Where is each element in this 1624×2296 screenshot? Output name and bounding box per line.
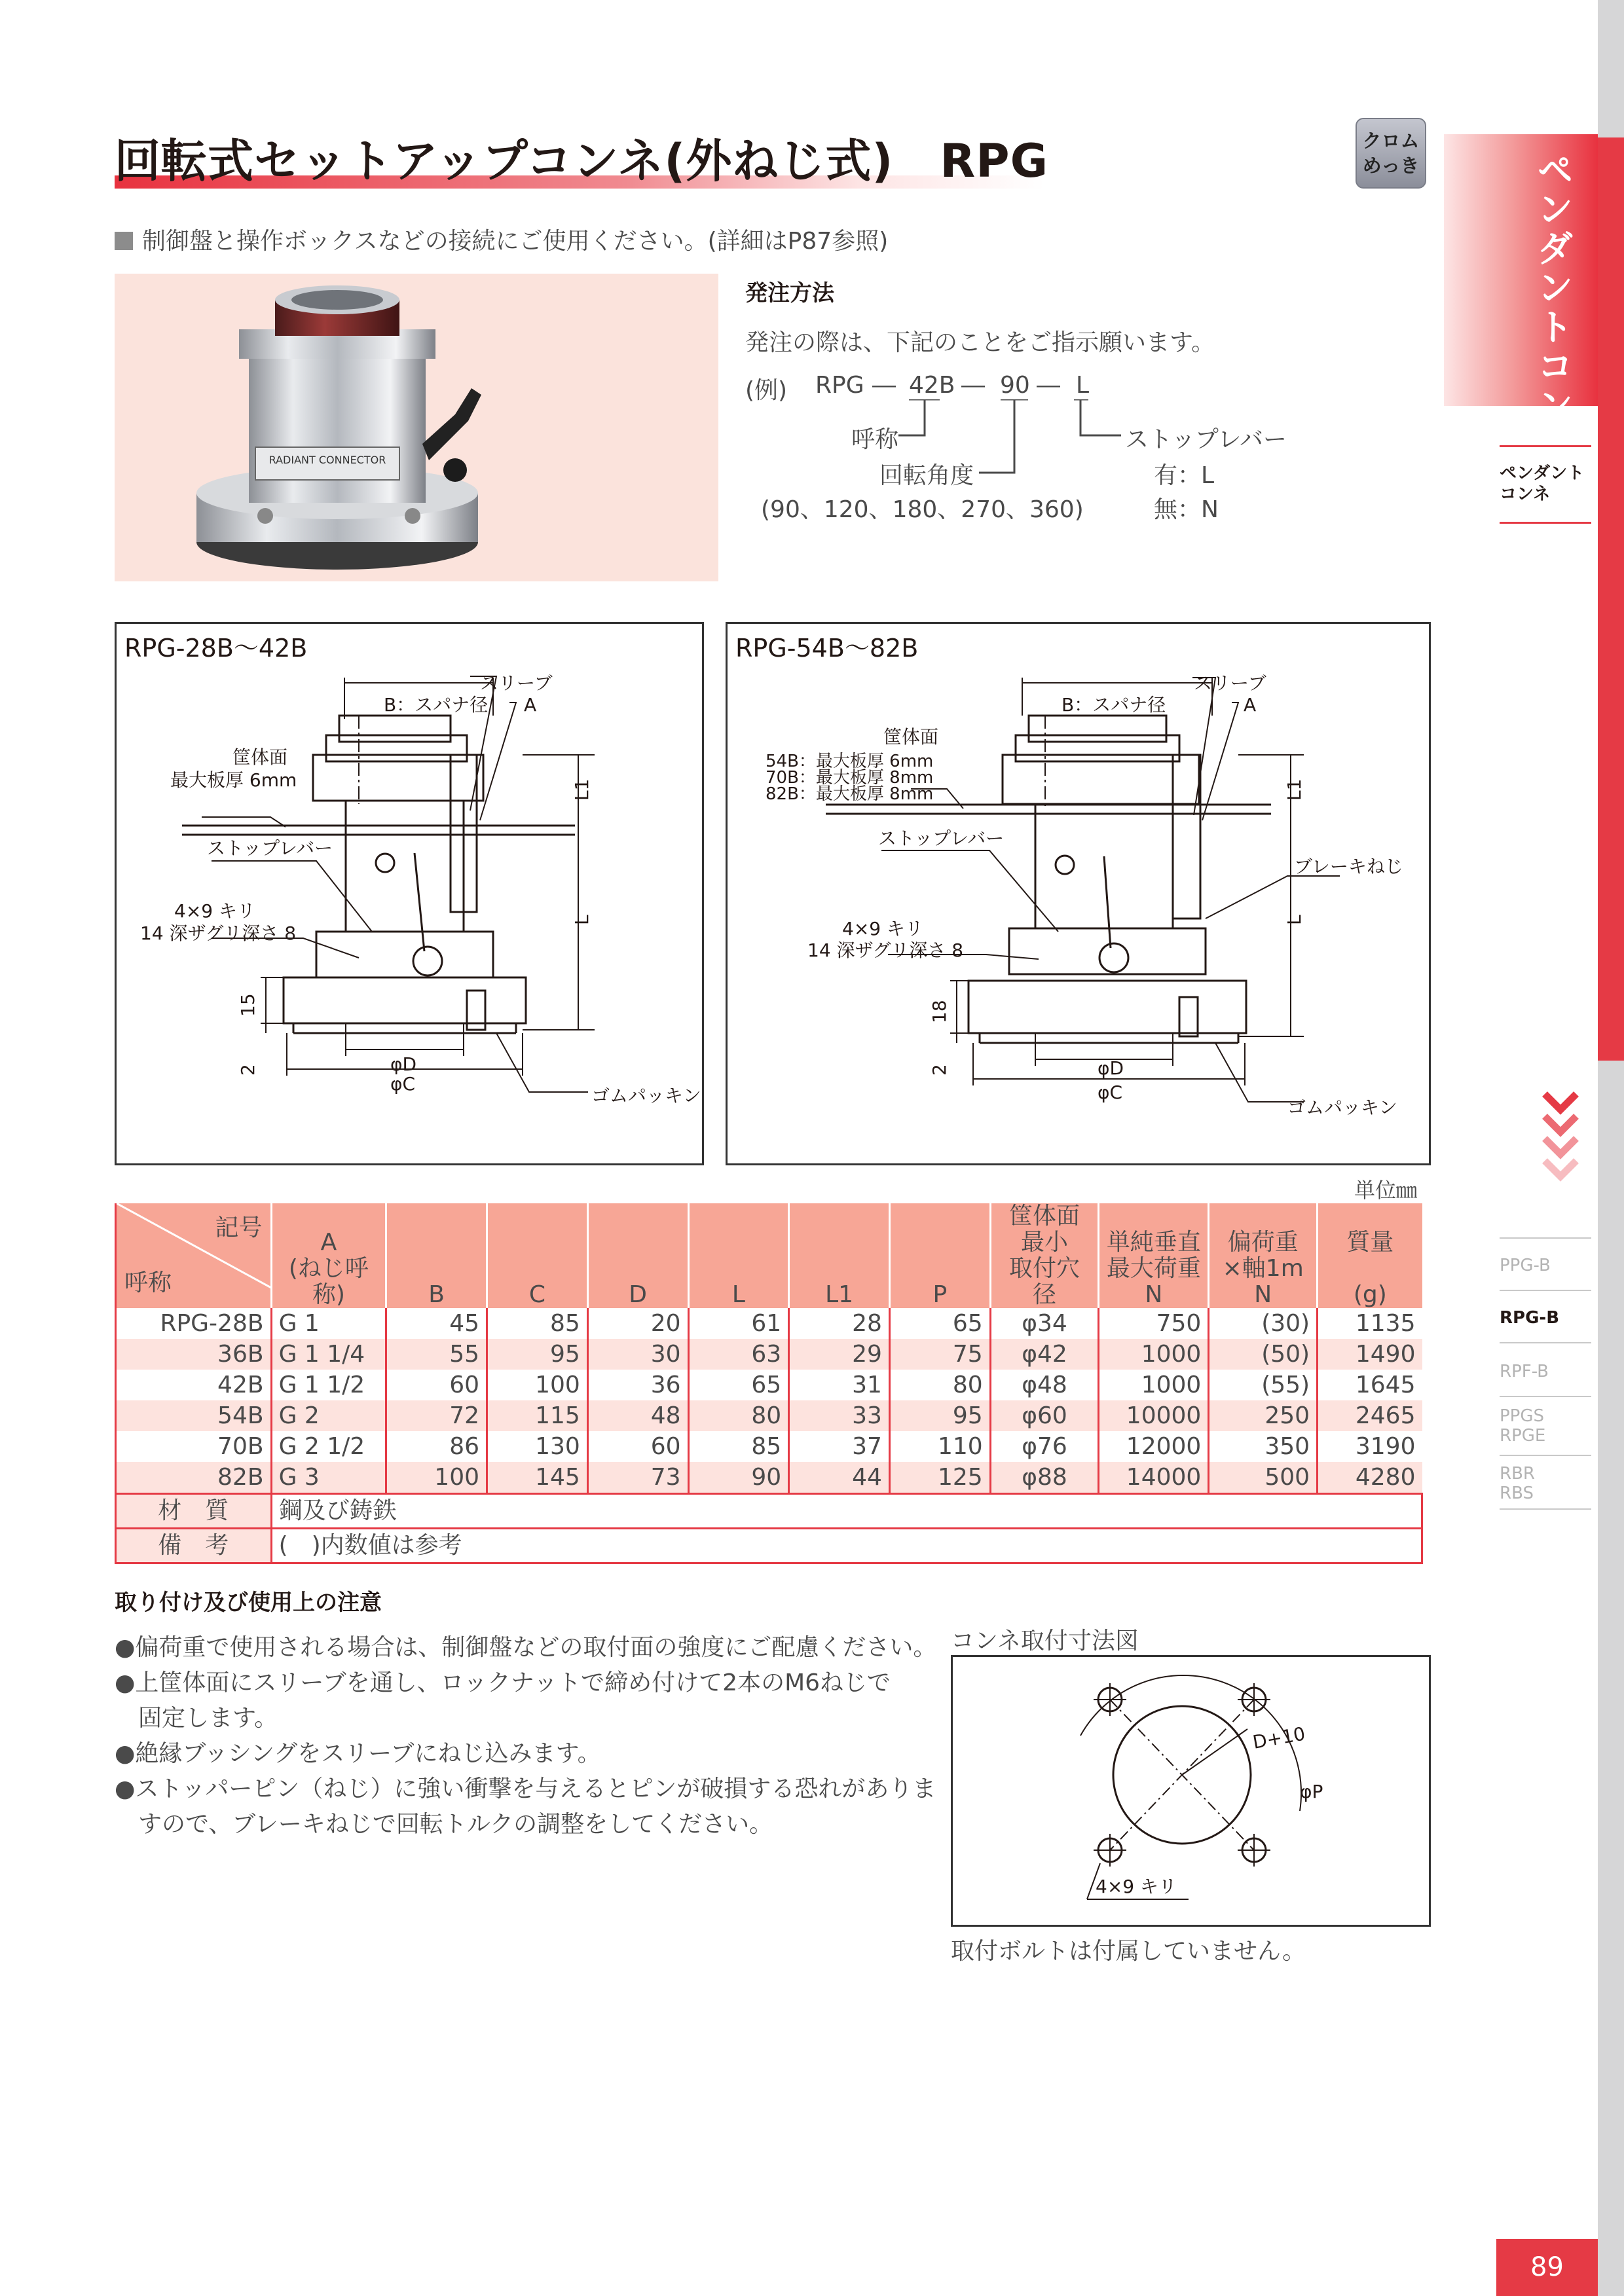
notes-heading: 取り付け及び使用上の注意 xyxy=(115,1590,382,1616)
cell-c: 145 xyxy=(487,1462,588,1494)
cell-b: 45 xyxy=(386,1308,487,1339)
cell-b: 72 xyxy=(386,1400,487,1431)
cell-c: 115 xyxy=(487,1400,588,1431)
cell-p: 75 xyxy=(889,1339,990,1370)
label-2: 2 xyxy=(237,1064,259,1076)
cell-max-load: 1000 xyxy=(1099,1370,1209,1400)
mount-dimension-drawing xyxy=(951,1655,1431,1927)
label-sleeve: スリーブ xyxy=(480,672,553,694)
order-lever-no: 無：N xyxy=(1154,496,1219,523)
cell-eccentric: 350 xyxy=(1209,1431,1318,1462)
cell-eccentric: 250 xyxy=(1209,1400,1318,1431)
cell-thread: G 1 1/2 xyxy=(271,1370,386,1400)
badge-line1: クロム xyxy=(1362,130,1420,152)
cell-model: 36B xyxy=(116,1339,272,1370)
drawing-title: RPG-28B～42B xyxy=(124,634,308,663)
chrome-plating-badge xyxy=(1356,118,1426,189)
spec-table xyxy=(115,1203,1423,1564)
label-l: L xyxy=(571,915,593,925)
order-code-angle: 90 xyxy=(1000,372,1030,399)
cell-max-load: 750 xyxy=(1099,1308,1209,1339)
cell-thread: G 1 xyxy=(271,1308,386,1339)
cell-mass: 4280 xyxy=(1318,1462,1422,1494)
header-hole-diameter: 筐体面 最小 取付穴径 xyxy=(990,1203,1099,1308)
cell-d: 36 xyxy=(587,1370,688,1400)
nav-item-ppg-b[interactable]: PPG-B xyxy=(1500,1256,1551,1275)
cell-mass: 1645 xyxy=(1318,1370,1422,1400)
table-header-row xyxy=(116,1203,1422,1308)
cell-model: 42B xyxy=(116,1370,272,1400)
cell-eccentric: 500 xyxy=(1209,1462,1318,1494)
technical-drawing xyxy=(117,624,702,1163)
order-lever-yes: 有：L xyxy=(1154,462,1215,489)
table-corner-cell xyxy=(116,1203,272,1308)
label-d-plus-10: D+10 xyxy=(1251,1722,1307,1753)
cell-eccentric: (50) xyxy=(1209,1339,1318,1370)
cell-p: 80 xyxy=(889,1370,990,1400)
table-row xyxy=(116,1308,1422,1339)
cell-mass: 3190 xyxy=(1318,1431,1422,1462)
label-sleeve: スリーブ xyxy=(1194,672,1266,694)
unit-label: 単位㎜ xyxy=(1354,1178,1418,1203)
note-line: 固定します。 xyxy=(115,1705,278,1732)
label-spanner: B：スパナ径 xyxy=(1061,694,1166,716)
cell-hole: φ76 xyxy=(990,1431,1099,1462)
label-a: A xyxy=(1244,694,1257,716)
label-holes: 4×9 キリ xyxy=(174,900,255,922)
order-code-rpg: RPG xyxy=(815,372,864,399)
corner-top-label: 記号 xyxy=(215,1214,263,1241)
label-l1: L1 xyxy=(571,778,593,801)
cell-l1: 44 xyxy=(789,1462,890,1494)
table-row xyxy=(116,1462,1422,1494)
header-l: L xyxy=(688,1203,789,1308)
chevron-down-icon xyxy=(1542,1090,1579,1201)
cell-hole: φ48 xyxy=(990,1370,1099,1400)
cell-model: 70B xyxy=(116,1431,272,1462)
table-row xyxy=(116,1400,1422,1431)
label-panel: 筐体面 xyxy=(232,746,288,768)
label-15: 15 xyxy=(237,993,259,1017)
label-panel: 筐体面 xyxy=(883,726,939,748)
product-photo xyxy=(115,274,718,581)
order-angles: (90、120、180、270、360) xyxy=(761,496,1084,523)
cell-mass: 1490 xyxy=(1318,1339,1422,1370)
cell-thread: G 3 xyxy=(271,1462,386,1494)
cell-p: 125 xyxy=(889,1462,990,1494)
nav-divider xyxy=(1500,1508,1591,1510)
cell-d: 30 xyxy=(587,1339,688,1370)
cell-c: 130 xyxy=(487,1431,588,1462)
intro-label: 制御盤と操作ボックスなどの接続にご使用ください。(詳細はP87参照) xyxy=(142,228,889,255)
label-rubber-packing: ゴムパッキン xyxy=(1287,1097,1397,1118)
intro-text xyxy=(115,223,888,256)
nav-divider xyxy=(1500,1342,1591,1343)
label-l1: L1 xyxy=(1283,778,1305,801)
cell-hole: φ60 xyxy=(990,1400,1099,1431)
cell-mass: 1135 xyxy=(1318,1308,1422,1339)
order-label-size: 呼称 xyxy=(851,426,899,453)
note-line: ●ストッパーピン（ねじ）に強い衝撃を与えるとピンが破損する恐れがありま xyxy=(115,1776,936,1802)
cell-b: 100 xyxy=(386,1462,487,1494)
label-rubber-packing: ゴムパッキン xyxy=(591,1085,701,1106)
cell-l1: 29 xyxy=(789,1339,890,1370)
label-stop-lever: ストップレバー xyxy=(878,828,1005,849)
drawing-rpg-54b-82b xyxy=(726,622,1431,1165)
label-spanner: B：スパナ径 xyxy=(384,694,489,716)
cell-hole: φ42 xyxy=(990,1339,1099,1370)
nav-divider xyxy=(1500,1455,1591,1456)
label-counterbore: 14 深ザグリ深さ 8 xyxy=(807,939,964,961)
cell-p: 65 xyxy=(889,1308,990,1339)
order-code-dash: ― xyxy=(1037,372,1060,399)
cell-max-load: 1000 xyxy=(1099,1339,1209,1370)
nav-divider xyxy=(1500,1237,1591,1239)
order-code-size: 42B xyxy=(909,372,955,399)
mount-heading: コンネ取付寸法図 xyxy=(951,1628,1139,1654)
cell-l: 65 xyxy=(688,1370,789,1400)
header-eccentric-load: 偏荷重 ×軸1m N xyxy=(1209,1203,1318,1308)
header-l1: L1 xyxy=(789,1203,890,1308)
nav-divider xyxy=(1500,1290,1591,1291)
cell-l1: 31 xyxy=(789,1370,890,1400)
subsection-label[interactable] xyxy=(1500,445,1591,524)
table-row-remark xyxy=(116,1529,1422,1563)
cell-b: 60 xyxy=(386,1370,487,1400)
table-row xyxy=(116,1339,1422,1370)
label-a: A xyxy=(524,694,537,716)
order-code-dash: ― xyxy=(872,372,896,399)
corner-bottom-label: 呼称 xyxy=(124,1269,172,1296)
order-text: 発注の際は、下記のことをご指示願います。 xyxy=(745,329,1215,356)
remark-label: 備 考 xyxy=(116,1529,272,1563)
drawing-title: RPG-54B～82B xyxy=(735,634,919,663)
cell-model: 82B xyxy=(116,1462,272,1494)
label-mount-holes: 4×9 キリ xyxy=(1096,1876,1177,1897)
label-phi-p: φP xyxy=(1300,1781,1323,1802)
cell-d: 60 xyxy=(587,1431,688,1462)
cell-model: RPG-28B xyxy=(116,1308,272,1339)
cell-c: 95 xyxy=(487,1339,588,1370)
nav-item-ppgs-line1: PPGS xyxy=(1500,1406,1545,1426)
drawing-rpg-28b-42b xyxy=(115,622,704,1165)
cell-l1: 33 xyxy=(789,1400,890,1431)
cell-max-load: 12000 xyxy=(1099,1431,1209,1462)
order-code-lever: L xyxy=(1076,372,1090,399)
cell-thread: G 2 xyxy=(271,1400,386,1431)
table-row xyxy=(116,1431,1422,1462)
label-phi-c: φC xyxy=(390,1073,416,1095)
label-thickness-54b: 54B：最大板厚 6mm xyxy=(766,752,934,771)
label-brake-screw: ブレーキねじ xyxy=(1294,856,1403,877)
note-line: ●偏荷重で使用される場合は、制御盤などの取付面の強度にご配慮ください。 xyxy=(115,1634,937,1661)
section-tab-label: ペンダントコンネ xyxy=(1531,151,1574,465)
cell-eccentric: (55) xyxy=(1209,1370,1318,1400)
order-label-lever: ストップレバー xyxy=(1125,426,1287,453)
label-phi-d: φD xyxy=(1098,1057,1124,1079)
label-phi-c: φC xyxy=(1098,1082,1123,1103)
page-title: 回転式セットアップコンネ(外ねじ式) RPG xyxy=(115,134,1049,188)
badge-line2: めっき xyxy=(1362,155,1420,177)
cell-l: 85 xyxy=(688,1431,789,1462)
order-label-angle: 回転角度 xyxy=(879,462,974,489)
material-value: 鋼及び鋳鉄 xyxy=(271,1494,1422,1529)
connector-illustration xyxy=(115,274,718,581)
label-phi-d: φD xyxy=(390,1053,417,1075)
bullet-square-icon xyxy=(115,232,133,250)
cell-d: 48 xyxy=(587,1400,688,1431)
cell-p: 95 xyxy=(889,1400,990,1431)
nav-divider xyxy=(1500,1396,1591,1397)
cell-max-load: 14000 xyxy=(1099,1462,1209,1494)
cell-hole: φ88 xyxy=(990,1462,1099,1494)
cell-b: 55 xyxy=(386,1339,487,1370)
cell-thread: G 2 1/2 xyxy=(271,1431,386,1462)
subsection-line1: ペンダント xyxy=(1500,464,1585,483)
label-thickness-82b: 82B：最大板厚 8mm xyxy=(766,784,934,804)
material-label: 材 質 xyxy=(116,1494,272,1529)
nav-item-ppgs-line2: RPGE xyxy=(1500,1426,1546,1446)
label-stop-lever: ストップレバー xyxy=(207,837,333,859)
table-row-material xyxy=(116,1494,1422,1529)
note-line: ●絶縁ブッシングをスリーブにねじ込みます。 xyxy=(115,1740,601,1767)
label-counterbore: 14 深ザグリ深さ 8 xyxy=(140,922,297,944)
header-a: A (ねじ呼称) xyxy=(271,1203,386,1308)
label-thickness: 最大板厚 6mm xyxy=(170,769,297,791)
cell-thread: G 1 1/4 xyxy=(271,1339,386,1370)
cell-d: 73 xyxy=(587,1462,688,1494)
label-2: 2 xyxy=(929,1064,950,1076)
cell-b: 86 xyxy=(386,1431,487,1462)
nav-item-ppgs[interactable] xyxy=(1500,1406,1591,1446)
cell-l1: 37 xyxy=(789,1431,890,1462)
cell-l: 61 xyxy=(688,1308,789,1339)
header-b: B xyxy=(386,1203,487,1308)
header-c: C xyxy=(487,1203,588,1308)
nav-item-rbr-line1: RBR xyxy=(1500,1464,1535,1484)
order-code-dash: ― xyxy=(961,372,985,399)
subsection-line2: コンネ xyxy=(1500,484,1551,504)
order-heading: 発注方法 xyxy=(745,280,834,306)
cell-l: 63 xyxy=(688,1339,789,1370)
order-example-label: (例) xyxy=(745,377,788,404)
cell-d: 20 xyxy=(587,1308,688,1339)
label-l: L xyxy=(1283,915,1305,925)
note-line: すので、ブレーキねじで回転トルクの調整をしてください。 xyxy=(115,1811,773,1838)
header-d: D xyxy=(587,1203,688,1308)
nav-item-rpf-b[interactable]: RPF-B xyxy=(1500,1362,1549,1381)
cell-l: 90 xyxy=(688,1462,789,1494)
mount-drawing-svg xyxy=(953,1657,1429,1925)
nameplate-text: RADIANT CONNECTOR xyxy=(268,454,386,466)
nav-item-rbr[interactable] xyxy=(1500,1464,1591,1503)
label-thickness-70b: 70B：最大板厚 8mm xyxy=(766,768,934,788)
cell-c: 85 xyxy=(487,1308,588,1339)
note-line: ●上筐体面にスリーブを通し、ロックナットで締め付けて2本のM6ねじで xyxy=(115,1669,891,1696)
header-max-load: 単純垂直 最大荷重 N xyxy=(1099,1203,1209,1308)
label-18: 18 xyxy=(929,1000,950,1023)
right-rail-accent xyxy=(1598,137,1624,1061)
technical-drawing xyxy=(728,624,1429,1163)
nav-item-rpg-b[interactable]: RPG-B xyxy=(1500,1308,1560,1328)
header-p: P xyxy=(889,1203,990,1308)
cell-model: 54B xyxy=(116,1400,272,1431)
page-number: 89 xyxy=(1496,2239,1598,2296)
nav-item-rbr-line2: RBS xyxy=(1500,1484,1534,1503)
cell-l1: 28 xyxy=(789,1308,890,1339)
cell-eccentric: (30) xyxy=(1209,1308,1318,1339)
cell-l: 80 xyxy=(688,1400,789,1431)
header-mass: 質量 (g) xyxy=(1318,1203,1422,1308)
cell-mass: 2465 xyxy=(1318,1400,1422,1431)
cell-hole: φ34 xyxy=(990,1308,1099,1339)
cell-c: 100 xyxy=(487,1370,588,1400)
cell-p: 110 xyxy=(889,1431,990,1462)
table-row xyxy=(116,1370,1422,1400)
remark-value: ( )内数値は参考 xyxy=(271,1529,1422,1563)
label-holes: 4×9 キリ xyxy=(842,918,923,939)
mount-footnote: 取付ボルトは付属していません。 xyxy=(951,1938,1306,1965)
cell-max-load: 10000 xyxy=(1099,1400,1209,1431)
